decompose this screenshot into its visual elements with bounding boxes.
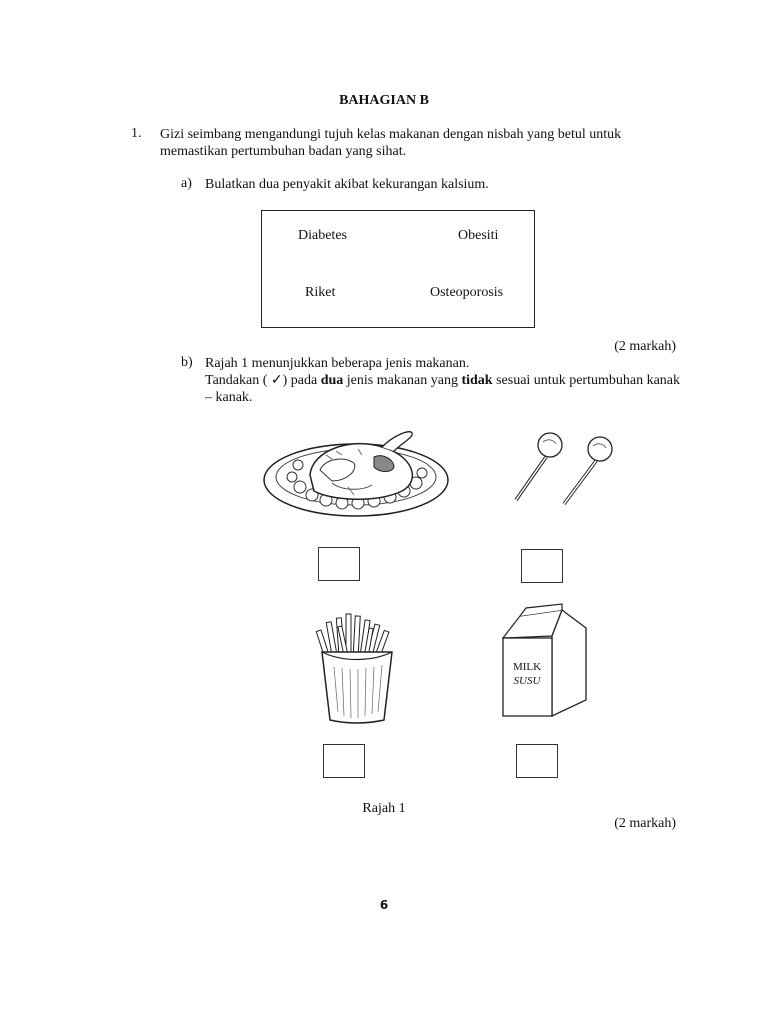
figure-caption: Rajah 1	[362, 801, 406, 816]
option-riket[interactable]: Riket	[305, 285, 336, 300]
lollipops-illustration	[510, 432, 620, 508]
part-b-emph-dua: dua	[320, 373, 344, 388]
part-b-line2-mid: jenis makanan yang	[343, 373, 462, 388]
milk-label: MILK	[512, 661, 542, 673]
checkbox-lollipop[interactable]	[521, 549, 563, 583]
french-fries-illustration	[312, 612, 402, 727]
page-number: 6	[379, 898, 389, 912]
checkbox-milk[interactable]	[516, 744, 558, 778]
checkbox-chicken[interactable]	[318, 547, 360, 581]
question-text-line1: Gizi seimbang mengandungi tujuh kelas makanan dengan nisbah yang betul untuk	[160, 127, 622, 142]
question-number: 1.	[131, 126, 142, 141]
part-b-line2-post: sesuai untuk pertumbuhan kanak	[492, 373, 680, 388]
option-osteoporosis[interactable]: Osteoporosis	[430, 285, 504, 300]
roast-chicken-illustration	[262, 425, 452, 520]
part-a-label: a)	[181, 176, 192, 191]
question-text-line2: memastikan pertumbuhan badan yang sihat.	[160, 144, 407, 159]
milk-carton-illustration	[500, 606, 590, 718]
part-b-line1: Rajah 1 menunjukkan beberapa jenis makanan.	[205, 356, 470, 371]
part-a-text: Bulatkan dua penyakit akibat kekurangan kalsium.	[205, 177, 489, 192]
susu-label: SUSU	[513, 675, 541, 687]
part-b-marks: (2 markah)	[614, 816, 676, 831]
part-b-text	[205, 355, 685, 406]
checkbox-fries[interactable]	[323, 744, 365, 778]
part-b-label: b)	[181, 355, 193, 370]
part-b-line2-pre: Tandakan ( ✓) pada	[205, 373, 321, 388]
part-b-line2	[205, 372, 685, 389]
option-obesiti[interactable]: Obesiti	[458, 228, 499, 243]
section-title: BAHAGIAN B	[339, 93, 429, 108]
part-b-emph-tidak: tidak	[461, 373, 493, 388]
option-diabetes[interactable]: Diabetes	[298, 228, 347, 243]
part-b-line3: – kanak.	[205, 390, 253, 405]
part-a-marks: (2 markah)	[614, 339, 676, 354]
question-text	[160, 126, 660, 160]
